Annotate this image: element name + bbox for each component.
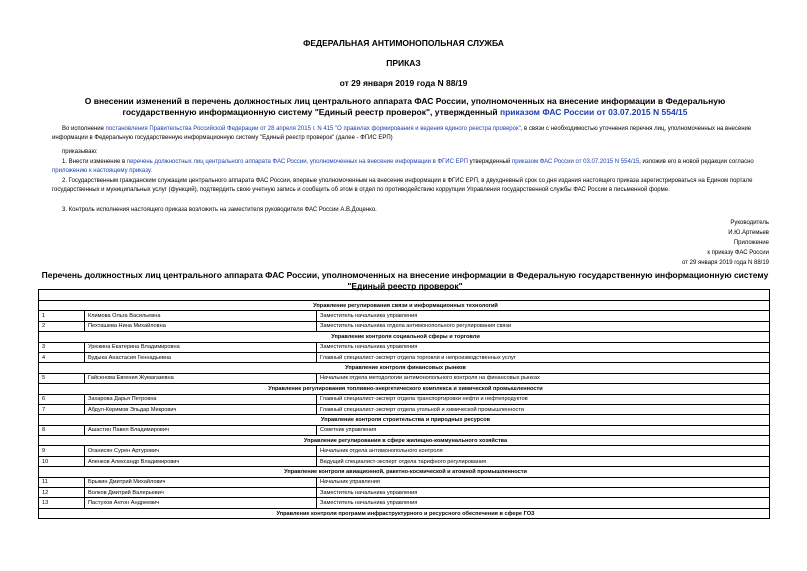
section-row	[39, 415, 770, 425]
staff-table	[38, 300, 770, 519]
row-number: 11	[39, 477, 85, 487]
fas-order-link[interactable]: приказом ФАС России от 03.07.2015 N 554/15	[511, 159, 640, 165]
row-position: Ведущий специалист-эксперт отдела тарифного регулирования	[317, 456, 770, 466]
row-name: Оганисян Сурен Артурович	[85, 446, 317, 456]
paragraph-item-2: 2. Государственным гражданским служащим центрального аппарата ФАС России, впервые уполномоченным на внесение информации в ФГИС ЕРП, в двухдневный срок со дня издания настоящего приказа зарегистрироваться на Едином портале государственных и муниципальных услуг (функций), подтвердить свою учетную запись и сообщить об этом в отдел по противодействию коррупции Управления государственной службы ФАС России в письменной форме.	[52, 178, 753, 193]
row-number: 8	[39, 425, 85, 435]
table-row	[39, 311, 770, 321]
section-title: Управление контроля строительства и природных ресурсов	[39, 415, 770, 425]
preamble-text: Во исполнение	[62, 126, 104, 132]
item1-mid: утвержденный	[469, 159, 511, 165]
row-position: Начальник управления	[317, 477, 770, 487]
appendix-label: Приложение	[733, 240, 769, 246]
row-position: Главный специалист-эксперт отдела угольной и химической промышленности	[317, 404, 770, 414]
preamble-text-end: , в связи с необходимостью уточнения перечня лиц, уполномоченных на внесение информации в Федеральную государственную информационную систему "Единый реестр проверок" (далее - ФГИС ЕРП)	[52, 126, 752, 141]
row-name: Захарова Дарья Петровна	[85, 394, 317, 404]
row-name: Брыкин Дмитрий Михайлович	[85, 477, 317, 487]
table-top-frame	[38, 289, 770, 300]
row-number: 13	[39, 498, 85, 508]
row-number: 5	[39, 373, 85, 383]
section-title: Управление регулирования топливно-энергетического комплекса и химической промышленности	[39, 384, 770, 394]
row-number: 6	[39, 394, 85, 404]
paragraph-item-1	[52, 158, 770, 175]
paragraph-order-word: приказываю:	[62, 149, 98, 155]
table-row	[39, 477, 770, 487]
table-row	[39, 456, 770, 466]
row-number: 7	[39, 404, 85, 414]
row-name: Урюкина Екатерина Владимировна	[85, 342, 317, 352]
row-name: Климова Ольга Васильевна	[85, 311, 317, 321]
section-title: Управление регулирования в сфере жилищно-коммунального хозяйства	[39, 436, 770, 446]
table-row	[39, 488, 770, 498]
row-position: Главный специалист-эксперт отдела транспортировки нефти и нефтепродуктов	[317, 394, 770, 404]
order-heading: ПРИКАЗ	[386, 58, 421, 68]
row-number: 10	[39, 456, 85, 466]
row-position: Заместитель начальника отдела антимонопольного регулирования связи	[317, 321, 770, 331]
table-row	[39, 446, 770, 456]
agency-name: ФЕДЕРАЛЬНАЯ АНТИМОНОПОЛЬНАЯ СЛУЖБА	[303, 38, 504, 48]
section-title: Управление контроля авиационной, ракетно-космической и атомной промышленности	[39, 467, 770, 477]
row-name: Абдул-Керимов Эльдар Микрович	[85, 404, 317, 414]
order-title	[60, 96, 750, 118]
signature-block	[682, 218, 769, 268]
paragraph-preamble	[52, 125, 770, 142]
section-row	[39, 436, 770, 446]
section-title: Управление контроля социальной сферы и торговли	[39, 332, 770, 342]
table-row	[39, 342, 770, 352]
appendix-link[interactable]: приложению к настоящему приказу	[52, 167, 151, 174]
table-row	[39, 394, 770, 404]
row-position: Главный специалист-эксперт отдела торговли и непроизводственных услуг	[317, 352, 770, 362]
appendix-order: к приказу ФАС России	[707, 250, 769, 256]
row-name: Волков Дмитрий Валерьевич	[85, 488, 317, 498]
item1-post: , изложив его в новой редакции согласно	[639, 159, 754, 165]
section-row	[39, 508, 770, 518]
row-position: Начальник отдела антимонопольного контроля	[317, 446, 770, 456]
section-row	[39, 384, 770, 394]
row-number: 12	[39, 488, 85, 498]
list-title: Перечень должностных лиц центрального аппарата ФАС России, уполномоченных на внесение информации в Федеральную государственную информационную систему "Единый реестр проверок"	[41, 270, 769, 291]
section-title: Управление регулирования связи и информационных технологий	[39, 301, 770, 311]
row-position: Советник управления	[317, 425, 770, 435]
row-position: Заместитель начальника управления	[317, 342, 770, 352]
section-title: Управление контроля финансовых рынков	[39, 363, 770, 373]
section-row	[39, 332, 770, 342]
paragraph-item-3: 3. Контроль исполнения настоящего приказа возложить на заместителя руководителя ФАС России А.В.Доценко.	[62, 207, 377, 213]
table-row	[39, 352, 770, 362]
row-number: 1	[39, 311, 85, 321]
table-row	[39, 373, 770, 383]
row-position: Начальник отдела методологии антимонопольного контроля на финансовых рынках	[317, 373, 770, 383]
row-number: 9	[39, 446, 85, 456]
section-title: Управление контроля программ инфраструктурного и ресурсного обеспечения в сфере ГОЗ	[39, 508, 770, 518]
item1-end: .	[150, 167, 152, 174]
row-number: 4	[39, 352, 85, 362]
row-name: Будыка Анастасия Геннадьевна	[85, 352, 317, 362]
row-number: 2	[39, 321, 85, 331]
list-link[interactable]: перечень должностных лиц центрального аппарата ФАС России, уполномоченных на внесение информации в ФГИС ЕРП	[126, 159, 468, 165]
row-name: Апенков Александр Владимирович	[85, 456, 317, 466]
row-name: Ашастин Павел Владимирович	[85, 425, 317, 435]
table-row	[39, 321, 770, 331]
row-number: 3	[39, 342, 85, 352]
government-decree-link[interactable]: постановления Правительства Российской Федерации от 28 апреля 2015 г. N 415 "О правилах формирования и ведения единого реестра проверок"	[105, 126, 521, 132]
section-row	[39, 301, 770, 311]
section-row	[39, 467, 770, 477]
row-name: Пехташева Нина Михайловна	[85, 321, 317, 331]
row-name: Гайсенова Евгения Жумагазевна	[85, 373, 317, 383]
order-title-text: О внесении изменений в перечень должностных лиц центрального аппарата ФАС России, уполномоченных на внесение информации в Федеральную государственную информационную систему "Единый реестр проверок", утвержденный	[84, 96, 726, 117]
table-row	[39, 425, 770, 435]
appendix-date: от 29 января 2019 года N 88/19	[682, 260, 769, 266]
row-position: Заместитель начальника управления	[317, 311, 770, 321]
order-date: от 29 января 2019 года N 88/19	[339, 78, 468, 88]
signer-role: Руководитель	[730, 220, 769, 226]
table-row	[39, 404, 770, 414]
row-name: Пастухов Антон Андреевич	[85, 498, 317, 508]
item1-text: 1. Внести изменение в	[62, 159, 126, 165]
row-position: Заместитель начальника управления	[317, 488, 770, 498]
table-row	[39, 498, 770, 508]
signer-name: И.Ю.Артемьев	[728, 230, 769, 236]
row-position: Заместитель начальника управления	[317, 498, 770, 508]
section-row	[39, 363, 770, 373]
order-title-link[interactable]: приказом ФАС России от 03.07.2015 N 554/15	[499, 107, 688, 117]
